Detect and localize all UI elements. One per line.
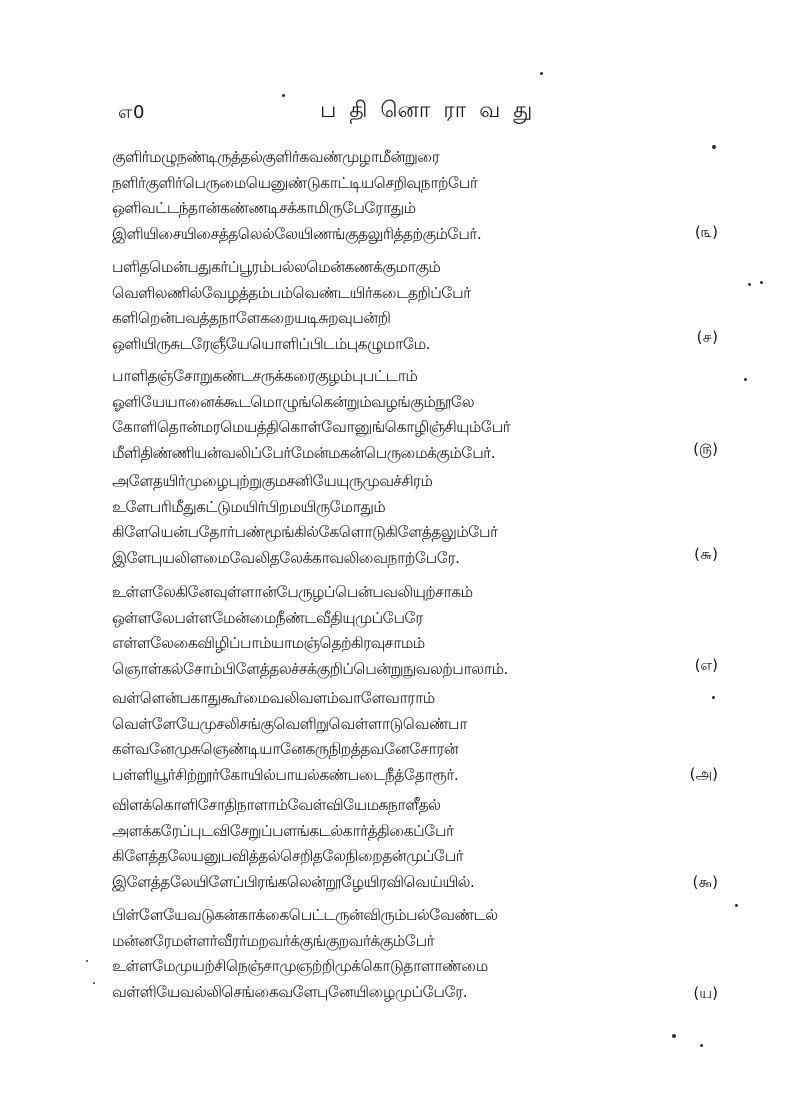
verse-line: பாளிதஞ்சோறுகண்டசருக்கரைகுழம்புபட்டாம் bbox=[112, 367, 418, 385]
scan-speck bbox=[540, 72, 543, 75]
verse-line: மீளிதிண்ணியன்வலிப்பேர்மேன்மகன்பெருமைக்கும்பேர். bbox=[112, 443, 496, 462]
stanza bbox=[112, 580, 718, 682]
verse-line: அளக்கரேப்புடவிசேறுப்பளங்கடல்கார்த்திகைப்பேர் bbox=[112, 821, 454, 840]
verse-line: உளேபரிமீதுகட்டுமயிர்பிறமயிருமோதும் bbox=[112, 497, 386, 516]
verse-line: பிள்ளேயேவடுகன்காக்கைபெட்டருன்விரும்பல்வேண்டல் bbox=[112, 906, 498, 924]
verse-line: இளியிசையிசைத்தலெல்லேயிணங்குதலுரித்தற்கும்பேர். bbox=[112, 224, 482, 243]
verse-line: வெள்ளேயேமுசலிசங்குவெளிறுவெள்ளாடுவெண்பா bbox=[112, 714, 468, 733]
stanza-number: (௫) bbox=[693, 440, 718, 458]
stanza bbox=[112, 903, 718, 1005]
verse-line: குளிர்மழுநண்டிருத்தல்குளிர்கவண்முழாமீன்றுரை bbox=[112, 148, 440, 166]
scan-speck bbox=[86, 960, 88, 962]
verse-line: மன்னரேமள்ளர்வீரர்மறவர்க்குங்குறவர்க்கும்பேர் bbox=[112, 931, 435, 950]
stanza-number: (௩) bbox=[694, 223, 718, 241]
verse-line: இளேபுயலிளமைவேலிதலேக்காவலிவைநாற்பேரே. bbox=[112, 548, 460, 567]
stanza bbox=[112, 686, 718, 788]
verse-line: ஒளியிருசுடரேஞீயேயொளிப்பிடம்புகழுமாமே. bbox=[112, 334, 431, 353]
scan-speck bbox=[760, 281, 763, 284]
scan-speck bbox=[712, 696, 715, 699]
page-header bbox=[110, 96, 710, 136]
verse-line: அளேதயிர்முழைபுற்றுகுமசனியேயுருமுவச்சிரம் bbox=[112, 472, 433, 490]
stanza-number: (௪) bbox=[696, 328, 718, 346]
stanza bbox=[112, 255, 718, 357]
verse-line: கள்வனேமுசுஞெண்டியானேகருநிறத்தவனேசோரன் bbox=[112, 740, 459, 759]
scan-speck bbox=[712, 145, 716, 149]
stanza bbox=[112, 364, 718, 466]
scan-speck bbox=[93, 982, 95, 984]
verse-line: ஞொள்கல்சோம்பிளேத்தலச்சக்குறிப்பென்றுநுவலற்பாலாம். bbox=[112, 659, 508, 678]
verse-line: ஒளிவட்டந்தான்கண்ணடிசக்காமிருபேரோதும் bbox=[112, 199, 416, 218]
verse-line: நளிர்குளிர்பெருமையெனுண்டுகாட்டியசெறிவுநாற்பேர் bbox=[112, 173, 478, 192]
verse-line: களிறென்பவத்தநாளேகறையடிசுறவுபன்றி bbox=[112, 309, 391, 328]
verse-line: விளக்கொளிசோதிநாளாம்வேள்வியேமகநாளீதல் bbox=[112, 796, 441, 814]
verse-line: கிளேத்தலேயனுபவித்தல்செறிதலேநிறைதன்முப்பேர் bbox=[112, 847, 464, 866]
stanza bbox=[112, 469, 718, 571]
verse-line: ஒள்ளலேபள்ளமேன்மைநீண்டவீதியுமுப்பேரே bbox=[112, 608, 423, 627]
scan-speck bbox=[735, 904, 738, 907]
verse-line: ஓளியேயானைக்கூடமொழுங்கென்றும்வழங்கும்நூலே bbox=[112, 392, 475, 411]
verse-line: இளேத்தலேயிளேப்பிரங்கலென்றூழேயிரவிவெய்யில். bbox=[112, 872, 475, 891]
stanza bbox=[112, 145, 718, 247]
stanza-number: (எ) bbox=[694, 656, 718, 674]
page-title: பதினொராவது bbox=[320, 98, 546, 123]
verse-line: வள்ளியேவல்லிசெங்கைவளேபுனேயிழைமுப்பேரே. bbox=[112, 982, 468, 1001]
verse-line: வெளிலணில்வேழத்தம்பம்வெண்டயிர்கடைதறிப்பேர் bbox=[112, 283, 471, 302]
scan-speck bbox=[700, 1044, 703, 1047]
stanza-number: (௯) bbox=[692, 873, 718, 891]
scan-speck bbox=[744, 378, 747, 381]
verse-line: பள்ளியூர்சிற்றூர்கோயில்பாயல்கண்படைநீத்தோரூர். bbox=[112, 765, 459, 784]
stanza-number: (அ) bbox=[689, 765, 718, 783]
stanza-number: (ய) bbox=[693, 984, 718, 1002]
verse-line: கோளிதொன்மரமெயத்திகொள்வோனுங்கொழிஞ்சியும்பேர் bbox=[112, 418, 511, 437]
verse-line: எள்ளலேகைவிழிப்பாம்யாமஞ்தெற்கிரவுசாமம் bbox=[112, 634, 425, 653]
scan-speck bbox=[672, 1034, 676, 1038]
verse-line: கிளேயென்பதோர்பண்மூங்கில்கேளொடுகிளேத்தலும்பேர் bbox=[112, 523, 498, 542]
verse-line: உள்ளமேமுயற்சிநெஞ்சாமுஞற்றிமுக்கொடுதாளாண்மை bbox=[112, 957, 488, 976]
verse-line: வள்ளென்பகாதுகூர்மைவலிவளம்வாளேவாராம் bbox=[112, 689, 435, 707]
verse-line: உள்ளலேகினேவுள்ளான்பேருழப்பென்பவலியுற்சாகம் bbox=[112, 583, 473, 601]
stanza bbox=[112, 793, 718, 895]
scan-speck bbox=[282, 94, 285, 97]
scan-speck bbox=[748, 283, 751, 286]
verse-line: பளிதமென்பதுகர்ப்பூரம்பல்லமென்கணக்குமாகும் bbox=[112, 258, 441, 276]
stanza-number: (௬) bbox=[694, 545, 718, 563]
page-number: எ0 bbox=[118, 102, 146, 123]
